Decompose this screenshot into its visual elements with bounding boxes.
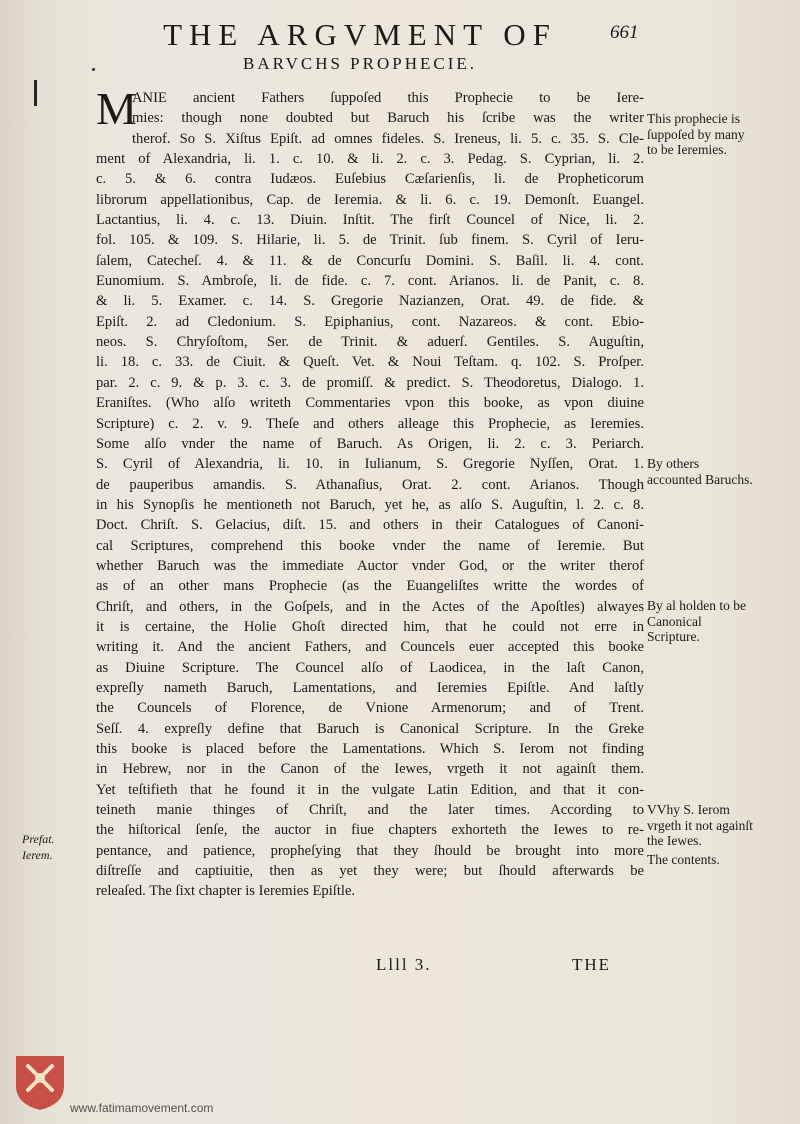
text-line: S. Cyril of Alexandria, li. 10. in Iulianum, S. Gregorie Nyſſen, Orat. 1. <box>96 456 644 473</box>
text-line: Eraniſtes. (Who alſo writeth Commentaries vpon this booke, as vpon diuine <box>96 395 644 412</box>
text-line: diſtreſſe and captiuitie, then as yet they were; but ſhould afterwards be <box>96 863 644 880</box>
margin-note: VVhy S. Ierom vrgeth it not againſt the Iewes. <box>647 802 753 848</box>
left-margin-note: Prefat. <box>22 832 55 846</box>
text-line: in his Synopſis he mentioneth not Baruch, yet he, as alſo S. Auguſtin, l. 2. c. 8. <box>96 496 644 513</box>
text-line: de pauperibus amandis. S. Athanaſius, Orat. 2. cont. Arianos. Though <box>96 476 644 493</box>
text-line: par. 2. c. 9. & p. 3. c. 3. de promiſſ. & predict. S. Theodoretus, Dialogo. 1. <box>96 374 644 391</box>
text-line: Chriſt, and others, in the Goſpels, and in the Actes of the Apoſtles) alwayes <box>96 598 644 615</box>
text-line: li. 18. c. 33. de Ciuit. & Queſt. Vet. & Noui Teſtam. q. 102. S. Proſper. <box>96 354 644 371</box>
text-line: whether Baruch was the immediate Auctor vnder God, or the writer therof <box>96 557 644 574</box>
text-line: ment of Alexandria, li. 1. c. 10. & li. 2. c. 3. Pedag. S. Cyprian, li. 2. <box>96 151 644 168</box>
text-line: mies: though none doubted but Baruch his ſcribe was the writer <box>132 110 644 127</box>
signature-mark: Llll 3. <box>376 955 432 974</box>
text-line: neos. S. Chryſoſtom, Ser. de Trinit. & aduerſ. Gentiles. S. Auguſtin, <box>96 334 644 351</box>
text-line: this booke is placed before the Lamentations. Which S. Ierom not finding <box>96 741 644 757</box>
text-line: Scripture) c. 2. v. 9. Theſe and others alleage this Prophecie, as Ieremies. <box>96 415 644 432</box>
text-line: expreſly nameth Baruch, Lamentations, and Ieremies Epiſtle. And laſtly <box>96 679 644 696</box>
papal-crest-icon <box>12 1052 68 1112</box>
argument-text <box>96 83 644 902</box>
catchword: THE <box>572 955 612 974</box>
text-line: as of an other mans Prophecie (as the Euangeliſtes writte the wordes of <box>96 578 644 595</box>
text-line: cal Scriptures, comprehend this booke vnder the name of Ieremie. But <box>96 537 644 554</box>
ink-mark <box>34 80 37 106</box>
left-margin-note: Ierem. <box>22 848 53 862</box>
text-line: ſalem, Catecheſ. 4. & 11. & de Concurſu Domini. S. Baſil. li. 4. cont. <box>96 252 644 269</box>
text-line: Epiſt. 2. ad Cledonium. S. Epiphanius, cont. Nazareos. & cont. Ebio- <box>96 313 644 330</box>
chapter-subhead: BARVCHS PROPHECIE. <box>242 54 477 73</box>
text-line: c. 5. & 6. contra Iudæos. Euſebius Cæſarienſis, li. de Propheticorum <box>96 171 644 188</box>
text-line: Yet teſtifieth that he found it in the vulgate Latin Edition, and that it con- <box>96 781 644 798</box>
text-line: Seſſ. 4. expreſly define that Baruch is Canonical Scripture. In the Greke <box>96 720 644 737</box>
text-line: therof. So S. Xiſtus Epiſt. ad omnes fideles. S. Ireneus, li. 5. c. 35. S. Cle- <box>132 130 644 147</box>
running-head: THE ARGVMENT OF <box>163 17 557 52</box>
text-line: Doct. Chriſt. S. Gelacius, diſt. 15. and others in their Catalogues of Canoni- <box>96 517 644 534</box>
margin-note: By others accounted Baruchs. <box>647 456 753 487</box>
text-line: librorum appellationibus, Cap. de Ieremia. & li. 6. c. 19. Demonſt. Euangel. <box>96 191 644 208</box>
text-line: the hiſtorical ſenſe, the auctor in fiue chapters exhorteth the Iewes to re- <box>96 822 644 839</box>
text-line: it is certaine, the Holie Ghoſt directed him, that he could not erre in <box>96 618 644 635</box>
text-line: in Hebrew, nor in the Canon of the Iewes, vrgeth it not againſt them. <box>96 761 644 778</box>
text-line: releaſed. The ſixt chapter is Ieremies Epiſtle. <box>96 883 356 900</box>
margin-note: The contents. <box>647 852 720 867</box>
margin-note: This prophecie is ſuppoſed by many to be Ieremies. <box>647 111 745 157</box>
website-watermark: www.fatimamovement.com <box>70 1101 214 1115</box>
text-line: ANIE ancient Fathers ſuppoſed this Prophecie to be Iere- <box>132 90 644 106</box>
text-line: teineth manie thinges of Chriſt, and the later times. According to <box>96 802 644 819</box>
text-line: Eunomium. S. Ambroſe, li. de fide. c. 7. cont. Arianos. li. de Panit, c. 8. <box>96 273 644 290</box>
text-line: writing it. And the ancient Fathers, and Councels euer accepted this booke <box>96 639 644 656</box>
page-number: 661 <box>610 22 639 43</box>
text-line: & li. 5. Examer. c. 14. S. Gregorie Nazianzen, Orat. 49. de fide. & <box>96 293 644 310</box>
text-line: fol. 105. & 109. S. Hilarie, li. 5. de Trinit. ſub finem. S. Cyril of Ieru- <box>96 232 644 249</box>
ink-mark <box>92 68 95 71</box>
margin-note: By al holden to be Canonical Scripture. <box>647 598 746 644</box>
drop-capital: M <box>96 83 137 134</box>
text-line: as Diuine Scripture. The Councel alſo of Laodicea, in the laſt Canon, <box>96 659 644 676</box>
text-line: Lactantius, li. 4. c. 13. Diuin. Inſtit. The firſt Councel of Nice, li. 2. <box>96 212 644 229</box>
text-line: pentance, and patience, propheſying that they ſhould be brought into more <box>96 842 644 859</box>
text-line: the Councels of Florence, de Vnione Armenorum; and of Trent. <box>96 700 644 717</box>
text-line: Some alſo vnder the name of Baruch. As Origen, li. 2. c. 3. Periarch. <box>96 435 644 452</box>
